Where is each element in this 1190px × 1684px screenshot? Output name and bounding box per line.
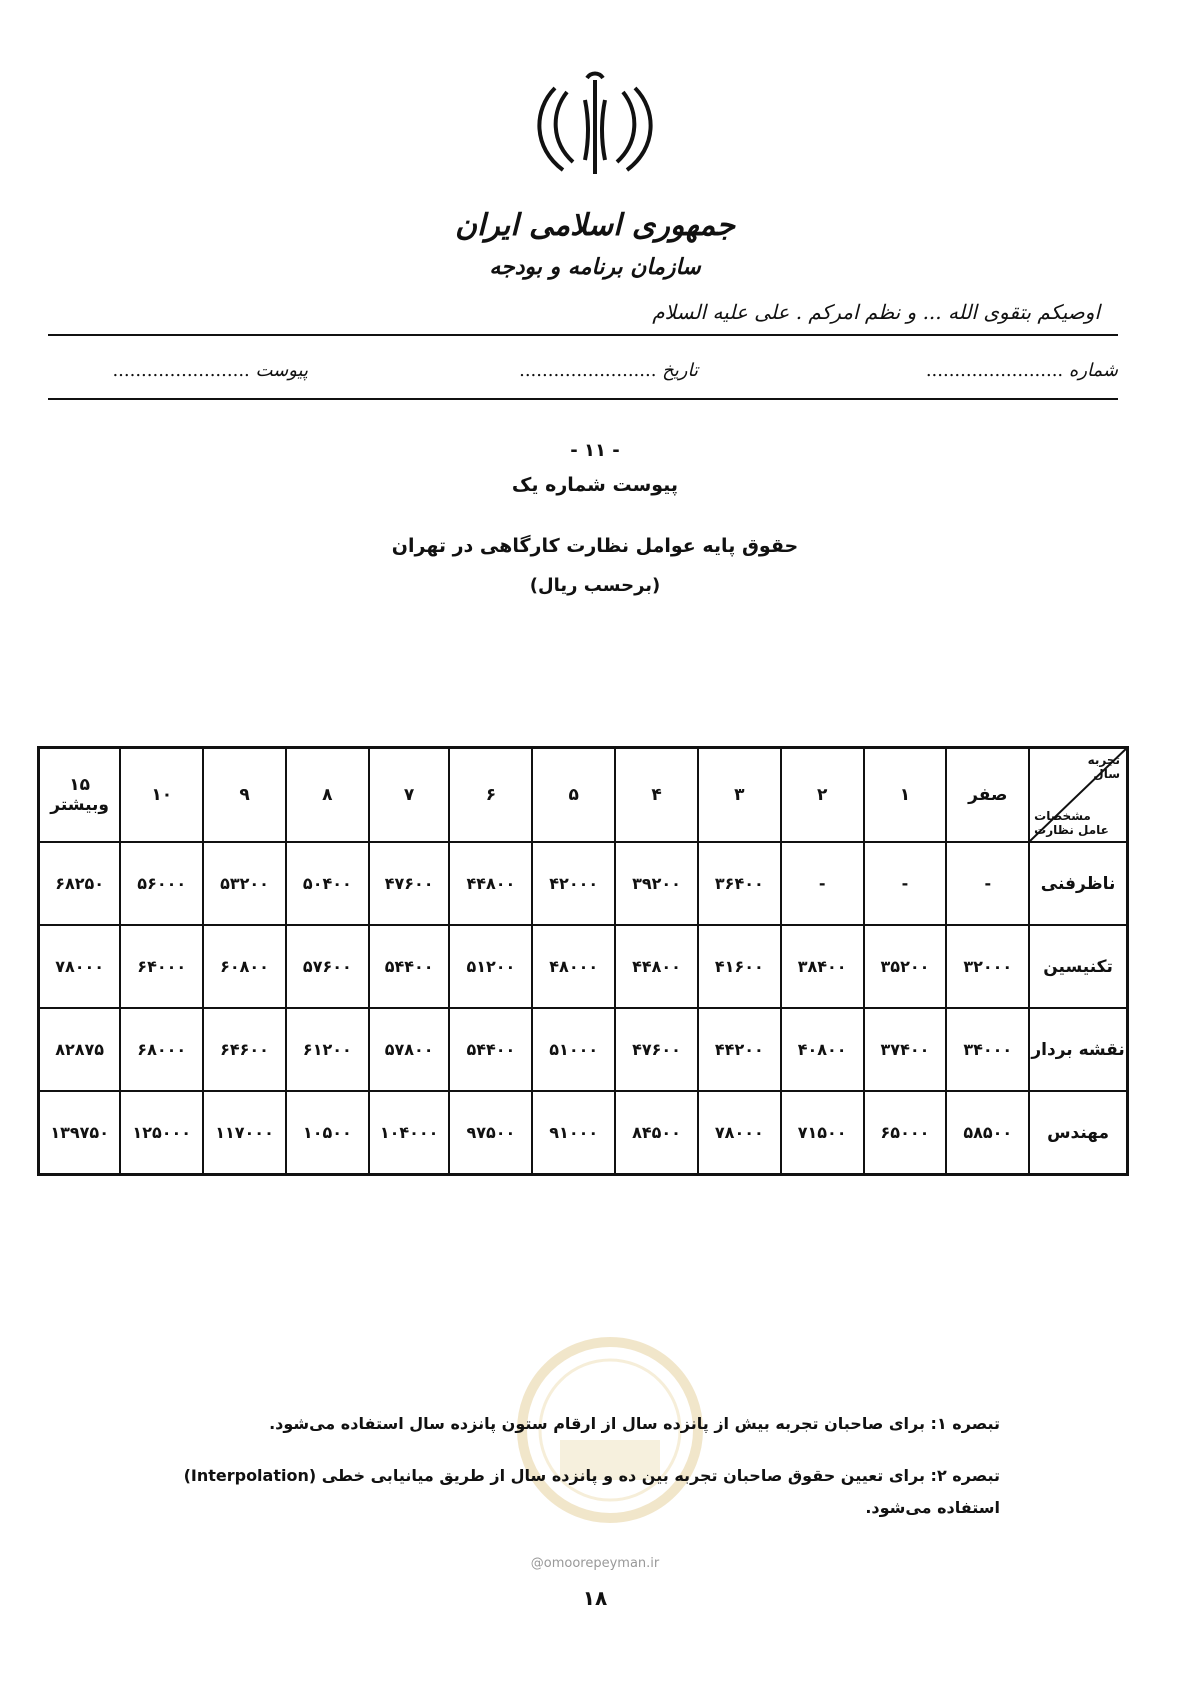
iran-emblem	[515, 70, 675, 190]
col-header: ۱۵ وبیشتر	[39, 748, 121, 843]
col-header: ۱۰	[120, 748, 203, 843]
table-cell: ۸۴۵۰۰	[615, 1091, 698, 1175]
table-cell: ۳۴۰۰۰	[946, 1008, 1029, 1091]
table-row	[39, 842, 1128, 925]
table-cell: ۵۱۰۰۰	[532, 1008, 615, 1091]
corner-role-label: مشخصات عامل نظارت	[1034, 809, 1109, 837]
table-cell: ۴۰۸۰۰	[781, 1008, 864, 1091]
table-cell: ۹۱۰۰۰	[532, 1091, 615, 1175]
note-1: تبصره ۱: برای صاحبان تجربه بیش از پانزده سال از ارقام ستون پانزده سال استفاده می‌شود.	[269, 1414, 1000, 1433]
table-cell: ۵۶۰۰۰	[120, 842, 203, 925]
table-header-row	[39, 748, 1128, 843]
table-cell: ۳۵۲۰۰	[864, 925, 947, 1008]
table-cell: ۶۸۰۰۰	[120, 1008, 203, 1091]
table-cell: ۶۱۲۰۰	[286, 1008, 369, 1091]
document-title: حقوق پایه عوامل نظارت کارگاهی در تهران	[391, 535, 799, 557]
table-cell: ۴۱۶۰۰	[698, 925, 781, 1008]
col-header: ۷	[369, 748, 450, 843]
row-label: تکنیسین	[1029, 925, 1127, 1008]
salary-table	[37, 746, 1129, 1176]
table-cell: ۵۴۴۰۰	[449, 1008, 532, 1091]
table-cell: ۵۱۲۰۰	[449, 925, 532, 1008]
corner-header-cell	[1029, 748, 1127, 843]
attachment-field: پیوست ........................	[112, 360, 308, 381]
table-cell: ۳۹۲۰۰	[615, 842, 698, 925]
row-label: ناظرفنی	[1029, 842, 1127, 925]
table-cell: ۶۸۲۵۰	[39, 842, 121, 925]
table-cell: ۵۴۴۰۰	[369, 925, 450, 1008]
table-cell: ۹۷۵۰۰	[449, 1091, 532, 1175]
table-cell: ۳۷۴۰۰	[864, 1008, 947, 1091]
table-row	[39, 1091, 1128, 1175]
table-cell: -	[864, 842, 947, 925]
org-name: جمهوری اسلامی ایران	[454, 208, 736, 243]
header-rule-top	[48, 334, 1118, 336]
annex-title: پیوست شماره یک	[511, 474, 679, 496]
table-cell: ۱۲۵۰۰۰	[120, 1091, 203, 1175]
unit-label: (برحسب ریال)	[529, 575, 661, 596]
col-header: ۳	[698, 748, 781, 843]
table-cell: -	[781, 842, 864, 925]
table-cell: ۵۸۵۰۰	[946, 1091, 1029, 1175]
corner-experience-label: تجربه سال	[1087, 753, 1120, 781]
row-label: نقشه بردار	[1029, 1008, 1127, 1091]
page-number: ۱۸	[582, 1586, 608, 1610]
table-cell: ۶۰۸۰۰	[203, 925, 286, 1008]
col-header: ۴	[615, 748, 698, 843]
table-row	[39, 1008, 1128, 1091]
table-cell: ۳۸۴۰۰	[781, 925, 864, 1008]
table-cell: ۴۴۸۰۰	[615, 925, 698, 1008]
invocation-text: اوصیکم بتقوی الله ... و نظم امرکم . علی علیه السلام	[652, 300, 1100, 324]
col-header: ۶	[449, 748, 532, 843]
table-cell: ۱۰۵۰۰	[286, 1091, 369, 1175]
col-header: ۵	[532, 748, 615, 843]
table-cell: ۳۶۴۰۰	[698, 842, 781, 925]
table-cell: ۷۱۵۰۰	[781, 1091, 864, 1175]
col-header: صفر	[946, 748, 1029, 843]
page-mark: - ۱۱ -	[570, 440, 620, 461]
table-cell: ۷۸۰۰۰	[698, 1091, 781, 1175]
table-cell: ۸۲۸۷۵	[39, 1008, 121, 1091]
table-cell: ۶۵۰۰۰	[864, 1091, 947, 1175]
letter-meta-row	[48, 360, 1118, 390]
table-cell: ۵۷۸۰۰	[369, 1008, 450, 1091]
col-header: ۱	[864, 748, 947, 843]
table-cell: ۱۱۷۰۰۰	[203, 1091, 286, 1175]
table-cell: ۴۴۲۰۰	[698, 1008, 781, 1091]
row-label: مهندس	[1029, 1091, 1127, 1175]
watermark-text: @omoorepeyman.ir	[530, 1556, 660, 1571]
table-cell: ۳۲۰۰۰	[946, 925, 1029, 1008]
table-cell: ۵۰۴۰۰	[286, 842, 369, 925]
table-cell: ۴۲۰۰۰	[532, 842, 615, 925]
note-2: تبصره ۲: برای تعیین حقوق صاحبان تجربه بین ده و پانزده سال از طریق میانیابی خطی (Interpolation) استفاده می‌شود.	[183, 1466, 1000, 1517]
org-subname: سازمان برنامه و بودجه	[489, 254, 701, 280]
table-cell: -	[946, 842, 1029, 925]
table-cell: ۴۷۶۰۰	[369, 842, 450, 925]
table-cell: ۴۴۸۰۰	[449, 842, 532, 925]
table-cell: ۱۰۴۰۰۰	[369, 1091, 450, 1175]
col-header: ۹	[203, 748, 286, 843]
table-row	[39, 925, 1128, 1008]
table-cell: ۶۴۶۰۰	[203, 1008, 286, 1091]
col-header: ۸	[286, 748, 369, 843]
table-cell: ۱۳۹۷۵۰	[39, 1091, 121, 1175]
table-cell: ۵۳۲۰۰	[203, 842, 286, 925]
table-cell: ۶۴۰۰۰	[120, 925, 203, 1008]
header-rule-bottom	[48, 398, 1118, 400]
number-field: شماره ........................	[925, 360, 1118, 381]
table-cell: ۷۸۰۰۰	[39, 925, 121, 1008]
col-header: ۲	[781, 748, 864, 843]
table-cell: ۵۷۶۰۰	[286, 925, 369, 1008]
date-field: تاریخ ........................	[519, 360, 698, 381]
table-cell: ۴۷۶۰۰	[615, 1008, 698, 1091]
table-cell: ۴۸۰۰۰	[532, 925, 615, 1008]
